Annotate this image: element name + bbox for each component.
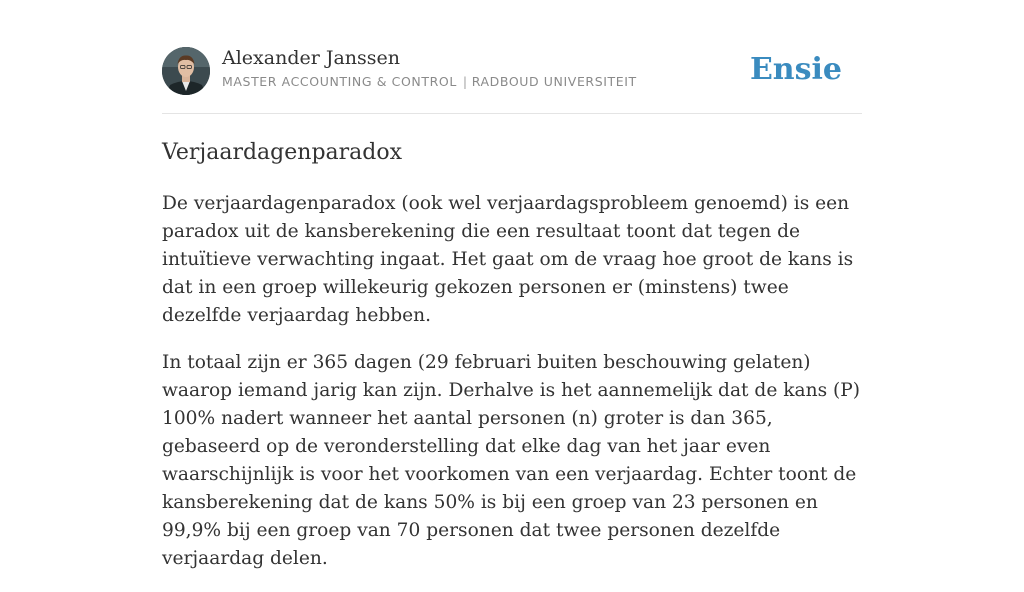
header-divider bbox=[162, 113, 862, 114]
article-title: Verjaardagenparadox bbox=[162, 140, 403, 165]
avatar-portrait-icon bbox=[162, 47, 210, 95]
author-program: MASTER ACCOUNTING & CONTROL bbox=[222, 74, 457, 89]
brand-logo[interactable]: Ensie bbox=[749, 52, 842, 87]
article-body bbox=[162, 190, 867, 592]
author-name[interactable]: Alexander Janssen bbox=[222, 47, 401, 69]
article-paragraph: In totaal zijn er 365 dagen (29 februari buiten beschouwing gelaten) waarop iemand jarig kan zijn. Derhalve is het aannemelijk dat de kans (P) 100% nadert wanneer het aantal personen (n) groter is dan 365, gebaseerd op de veronderstelling dat elke dag van het jaar even waarschijnlijk is voor het voorkomen van een verjaardag. Echter toont de kansberekening dat de kans 50% is bij een groep van 23 personen en 99,9% bij een groep van 70 personen dat twee personen dezelfde verjaardag delen. bbox=[162, 352, 861, 569]
author-header bbox=[162, 46, 862, 96]
meta-separator: | bbox=[462, 74, 468, 89]
article-paragraph: De verjaardagenparadox (ook wel verjaardagsprobleem genoemd) is een paradox uit de kansberekening die een resultaat toont dat tegen de intuïtieve verwachting ingaat. Het gaat om de vraag hoe groot de kans is dat in een groep willekeurig gekozen personen er (minstens) twee dezelfde verjaardag hebben. bbox=[162, 193, 854, 326]
author-university: RADBOUD UNIVERSITEIT bbox=[471, 74, 637, 89]
avatar[interactable] bbox=[162, 47, 210, 95]
author-affiliation bbox=[222, 74, 637, 90]
